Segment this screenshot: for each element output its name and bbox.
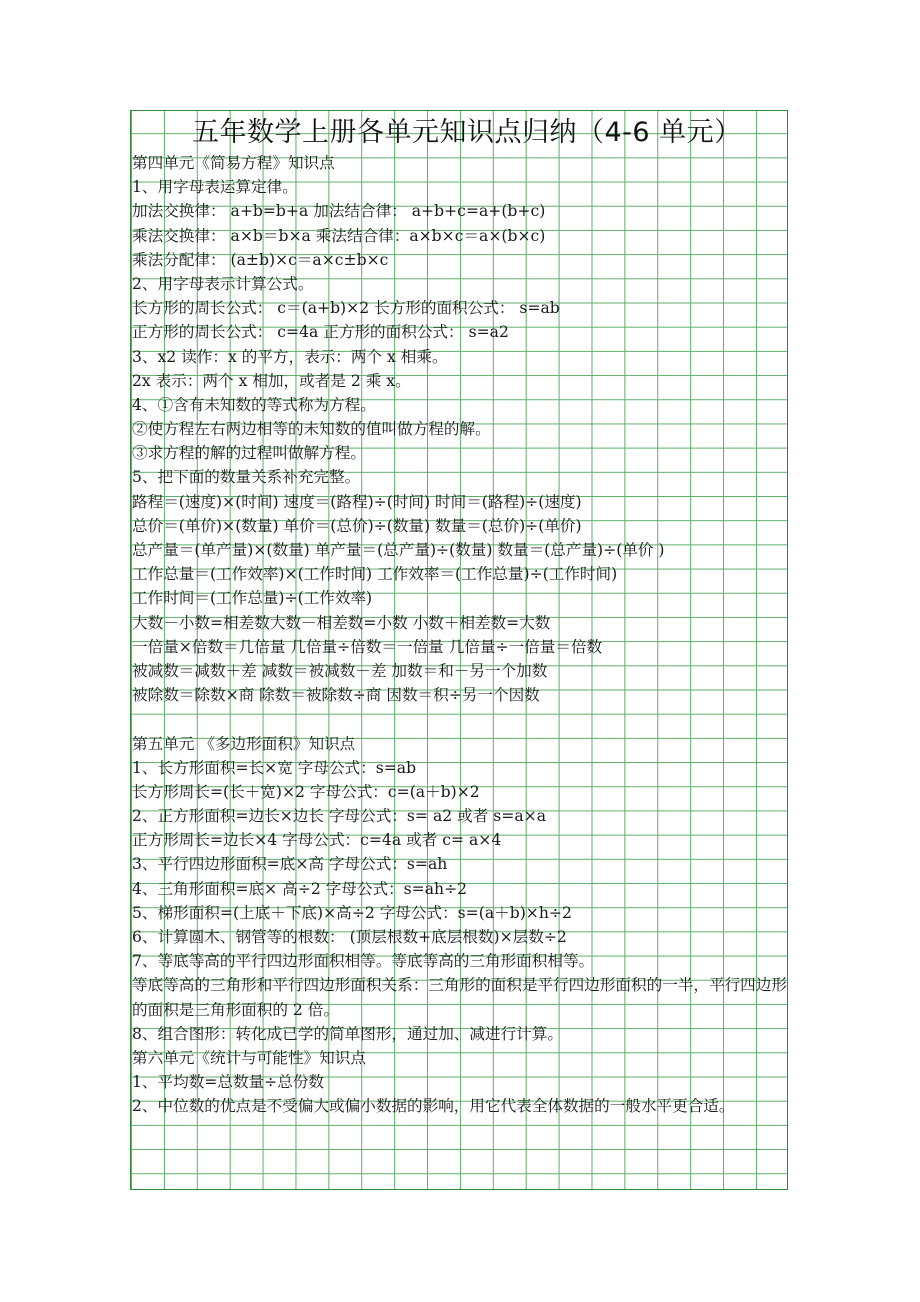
document-body (132, 151, 792, 1119)
text-line: 5、梯形面积=(上底＋下底)×高÷2 字母公式：s=(a＋b)×h÷2 (132, 903, 572, 922)
page-title: 五年数学上册各单元知识点归纳（4-6 单元） (192, 117, 742, 148)
text-line: 加法交换律： a+b=b+a 加法结合律： a+b+c=a+(b+c) (132, 202, 546, 221)
text-line: 总价＝(单价)×(数量) 单价＝(总价)÷(数量) 数量＝(总价)÷(单价) (132, 516, 582, 535)
text-paragraph: 2、中位数的优点是不受偏大或偏小数据的影响，用它代表全体数据的一般水平更合适。 (132, 1097, 735, 1116)
text-line: 工作时间＝(工作总量)÷(工作效率) (132, 589, 373, 608)
text-line: 2、用字母表示计算公式。 (132, 274, 314, 293)
text-line: 4、①含有未知数的等式称为方程。 (132, 395, 376, 414)
text-line: 3、平行四边形面积=底×高 字母公式：s=ah (132, 855, 448, 874)
text-line: 6、计算圆木、钢管等的根数： (顶层根数+底层根数)×层数÷2 (132, 928, 567, 946)
unit5-heading: 第五单元 《多边形面积》知识点 (132, 734, 356, 753)
text-line: 4、三角形面积=底× 高÷2 字母公式：s=ah÷2 (132, 879, 468, 898)
text-line: 乘法交换律： a×b＝b×a 乘法结合律：a×b×c＝a×(b×c) (132, 226, 546, 245)
text-line: 1、用字母表运算定律。 (132, 178, 298, 197)
text-line: 长方形周长=(长＋宽)×2 字母公式：c=(a＋b)×2 (132, 782, 480, 801)
unit4-heading: 第四单元《简易方程》知识点 (132, 154, 335, 172)
text-line: 长方形的周长公式： c＝(a+b)×2 长方形的面积公式： s=ab (132, 299, 560, 318)
text-line: 3、x2 读作：x 的平方，表示：两个 x 相乘。 (132, 347, 448, 366)
text-line: 一倍量×倍数＝几倍量 几倍量÷倍数＝一倍量 几倍量÷一倍量＝倍数 (132, 637, 603, 656)
text-line: 1、平均数=总数量÷总份数 (132, 1073, 324, 1092)
text-line: 被减数＝减数＋差 减数＝被减数－差 加数＝和－另一个加数 (132, 661, 548, 680)
text-line: 2、正方形面积=边长×边长 字母公式：s= a2 或者 s=a×a (132, 807, 546, 826)
text-paragraph: 等底等高的三角形和平行四边形面积关系：三角形的面积是平行四边形面积的一半，平行四边形的面积是三角形面积的 2 倍。 (132, 976, 787, 1019)
text-line: 2x 表示：两个 x 相加，或者是 2 乘 x。 (132, 371, 411, 390)
blank-line (132, 707, 792, 731)
text-line: 8、组合图形：转化成已学的简单图形，通过加、减进行计算。 (132, 1024, 563, 1043)
text-line: ②使方程左右两边相等的未知数的值叫做方程的解。 (132, 420, 491, 439)
text-line: 1、长方形面积=长×宽 字母公式：s=ab (132, 758, 417, 777)
text-line: 正方形的周长公式： c=4a 正方形的面积公式： s=a2 (132, 323, 509, 342)
text-line: ③求方程的解的过程叫做解方程。 (132, 444, 366, 463)
text-line: 7、等底等高的平行四边形面积相等。等底等高的三角形面积相等。 (132, 952, 595, 971)
text-line: 正方形周长=边长×4 字母公式：c=4a 或者 c= a×4 (132, 831, 502, 850)
text-line: 工作总量＝(工作效率)×(工作时间) 工作效率＝(工作总量)÷(工作时间) (132, 565, 618, 584)
text-line: 5、把下面的数量关系补充完整。 (132, 468, 361, 487)
text-line: 被除数＝除数×商 除数＝被除数÷商 因数＝积÷另一个因数 (132, 686, 540, 705)
text-line: 大数－小数=相差数大数－相差数=小数 小数＋相差数=大数 (132, 613, 551, 632)
text-line: 乘法分配律： (a±b)×c＝a×c±b×c (132, 250, 389, 269)
text-line: 总产量＝(单产量)×(数量) 单产量＝(总产量)÷(数量) 数量＝(总产量)÷(单价 ) (132, 541, 665, 559)
unit6-heading: 第六单元《统计与可能性》知识点 (132, 1048, 366, 1067)
text-line: 路程＝(速度)×(时间) 速度＝(路程)÷(时间) 时间＝(路程)÷(速度) (132, 492, 582, 511)
